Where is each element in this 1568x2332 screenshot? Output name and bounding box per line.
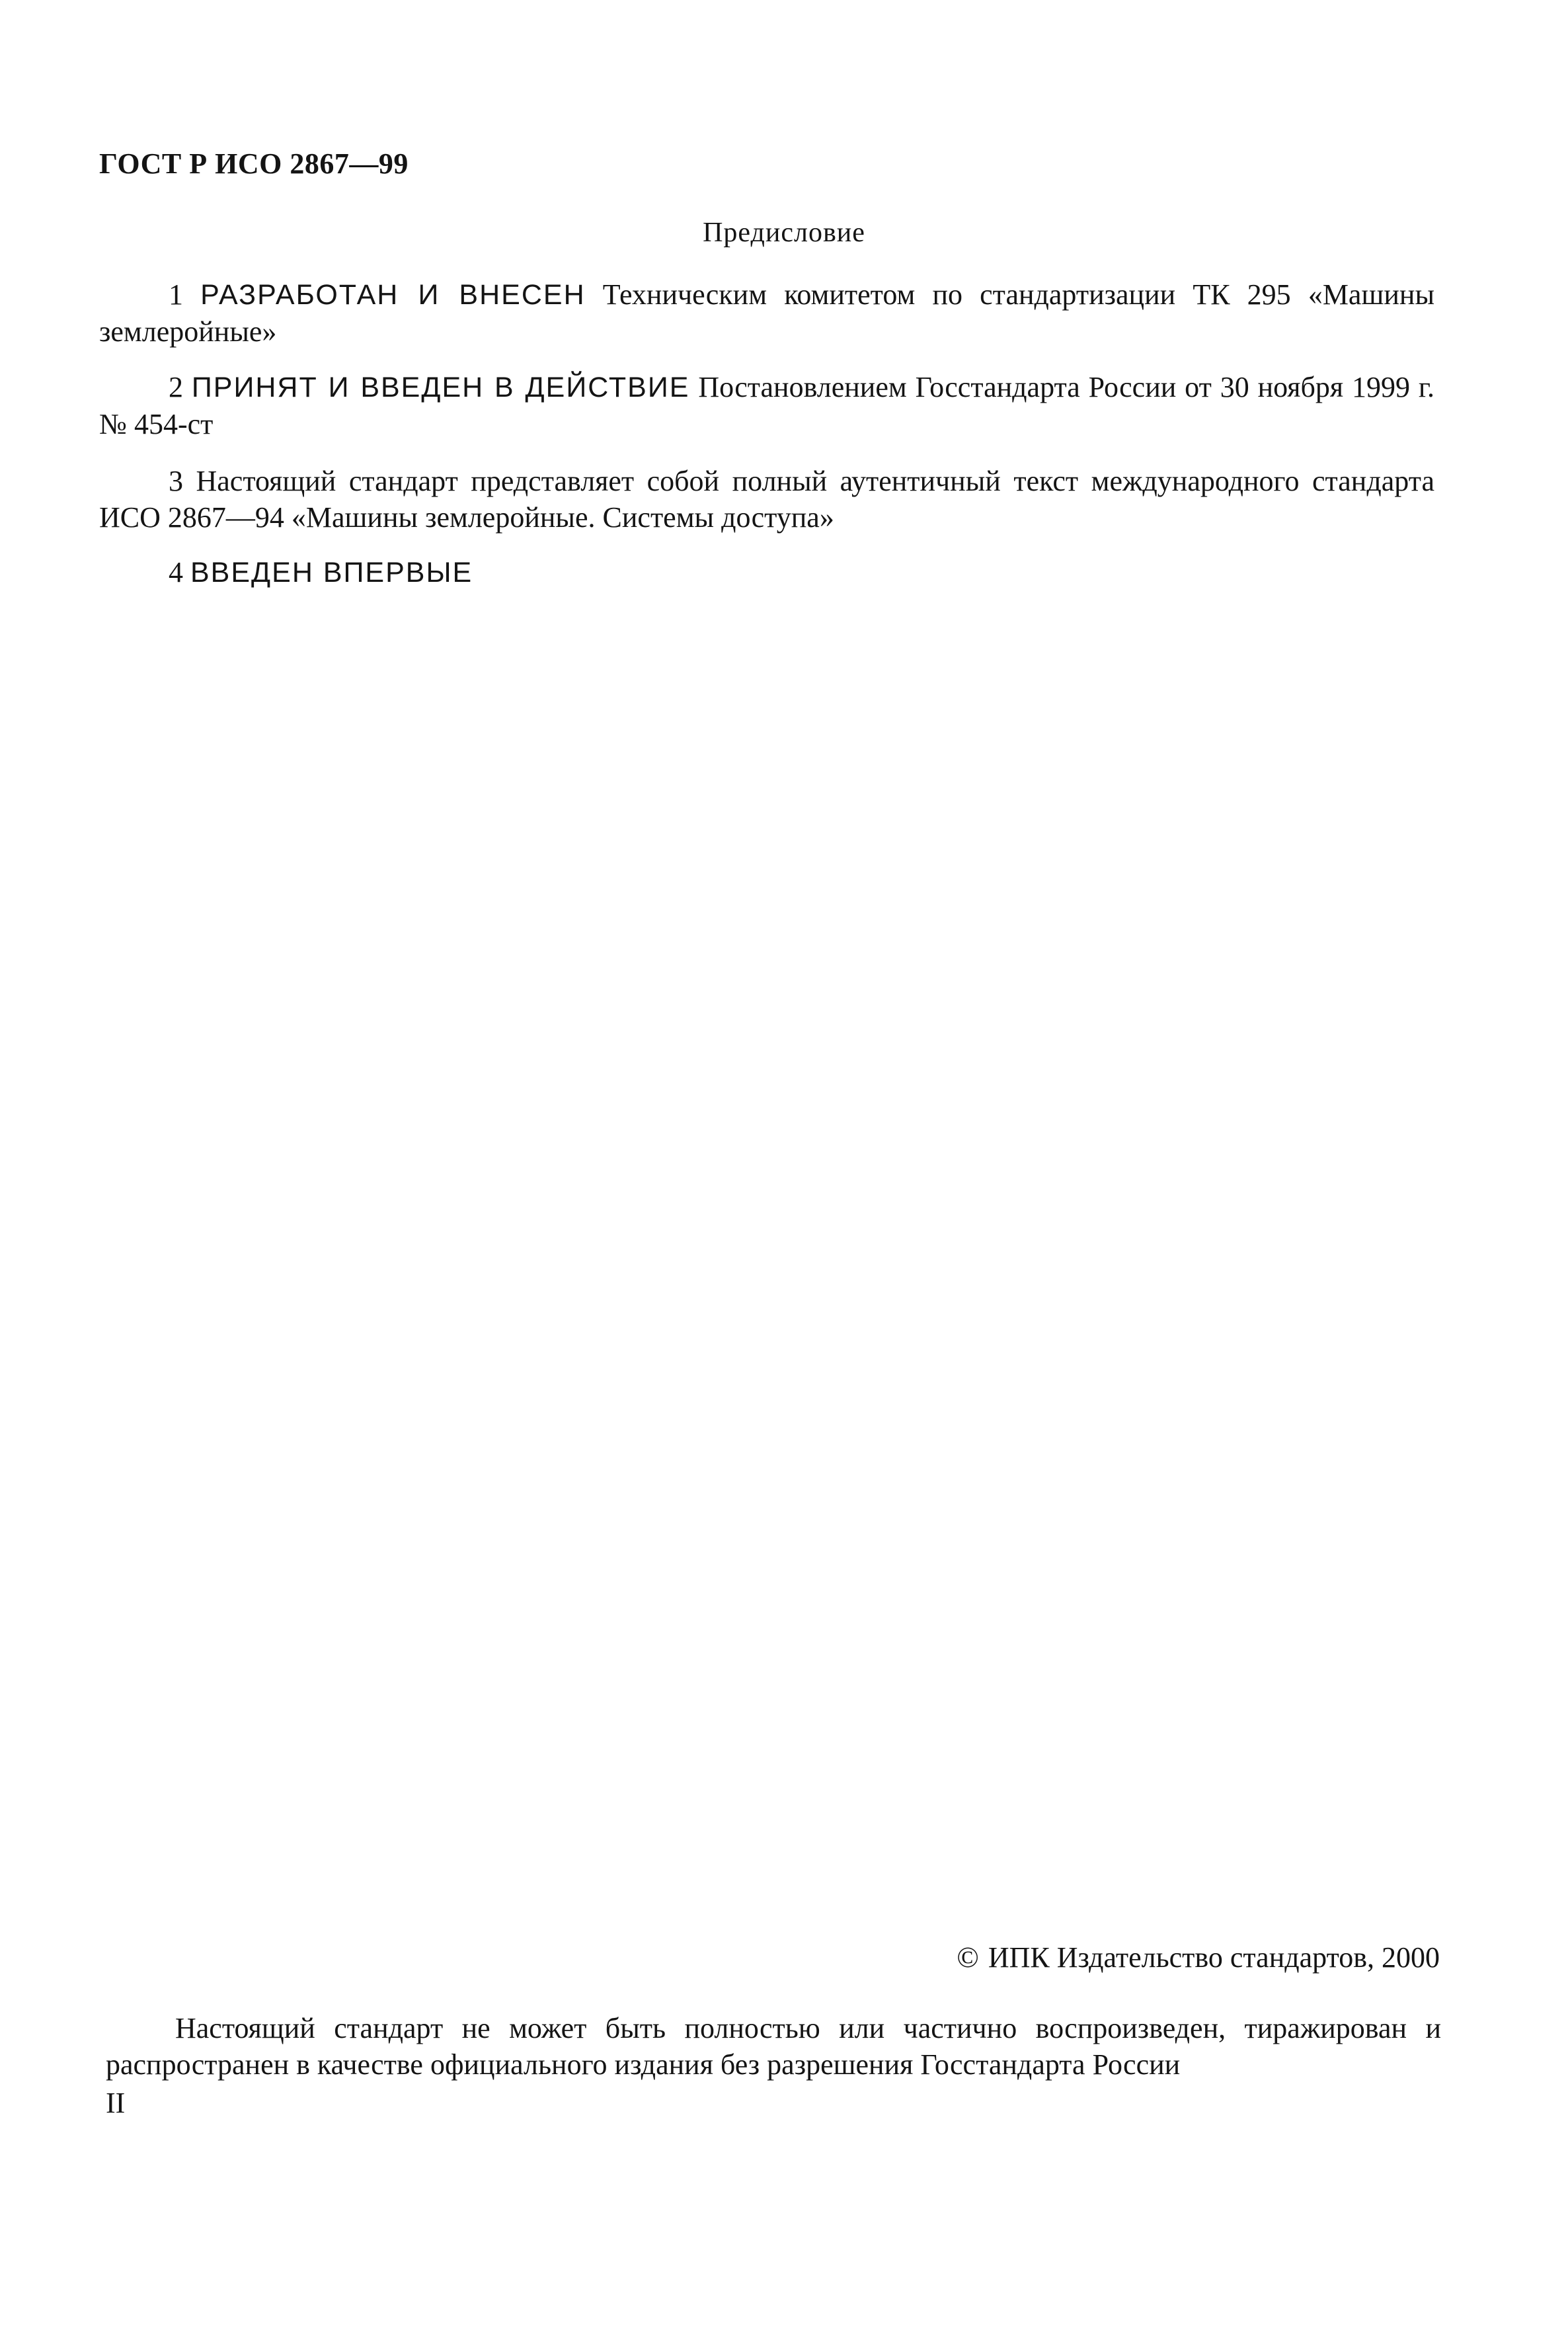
document-code: ГОСТ Р ИСО 2867—99 <box>99 147 409 180</box>
item-caps-heading: ПРИНЯТ И ВВЕДЕН В ДЕЙСТВИЕ <box>191 372 690 403</box>
preface-item-2 <box>99 369 1434 442</box>
item-caps-heading: РАЗРАБОТАН И ВНЕСЕН <box>200 279 586 311</box>
preface-item-4 <box>99 554 1434 591</box>
item-text: Настоящий стандарт представляет собой полный аутентичный текст международного стандарта ИСО 2867—94 «Машины землеройные. Системы доступа» <box>99 465 1434 534</box>
item-text: Техническим комитетом по стандартизации ТК 295 «Машины землеройные» <box>99 278 1435 348</box>
item-number: 3 <box>169 465 183 497</box>
copyright-line <box>957 1941 1440 1974</box>
preface-title: Предисловие <box>703 218 865 248</box>
notice-text: Настоящий стандарт не может быть полностью или частично воспроизведен, тиражирован и распространен в качестве официального издания без разрешения Госстандарта России <box>106 2012 1441 2081</box>
copyright-text: ИПК Издательство стандартов, 2000 <box>988 1941 1440 1974</box>
page-number: II <box>106 2087 126 2119</box>
copyright-icon: © <box>957 1941 979 1974</box>
item-number: 2 <box>169 371 183 403</box>
preface-item-1 <box>99 276 1434 350</box>
item-text: Постановлением Госстандарта России от 30 ноября 1999 г. № 454-ст <box>99 371 1435 440</box>
item-number: 1 <box>169 278 183 311</box>
reproduction-notice <box>106 2010 1441 2083</box>
preface-item-3 <box>99 463 1434 536</box>
item-caps-heading: ВВЕДЕН ВПЕРВЫЕ <box>190 557 473 588</box>
item-number: 4 <box>169 556 183 588</box>
